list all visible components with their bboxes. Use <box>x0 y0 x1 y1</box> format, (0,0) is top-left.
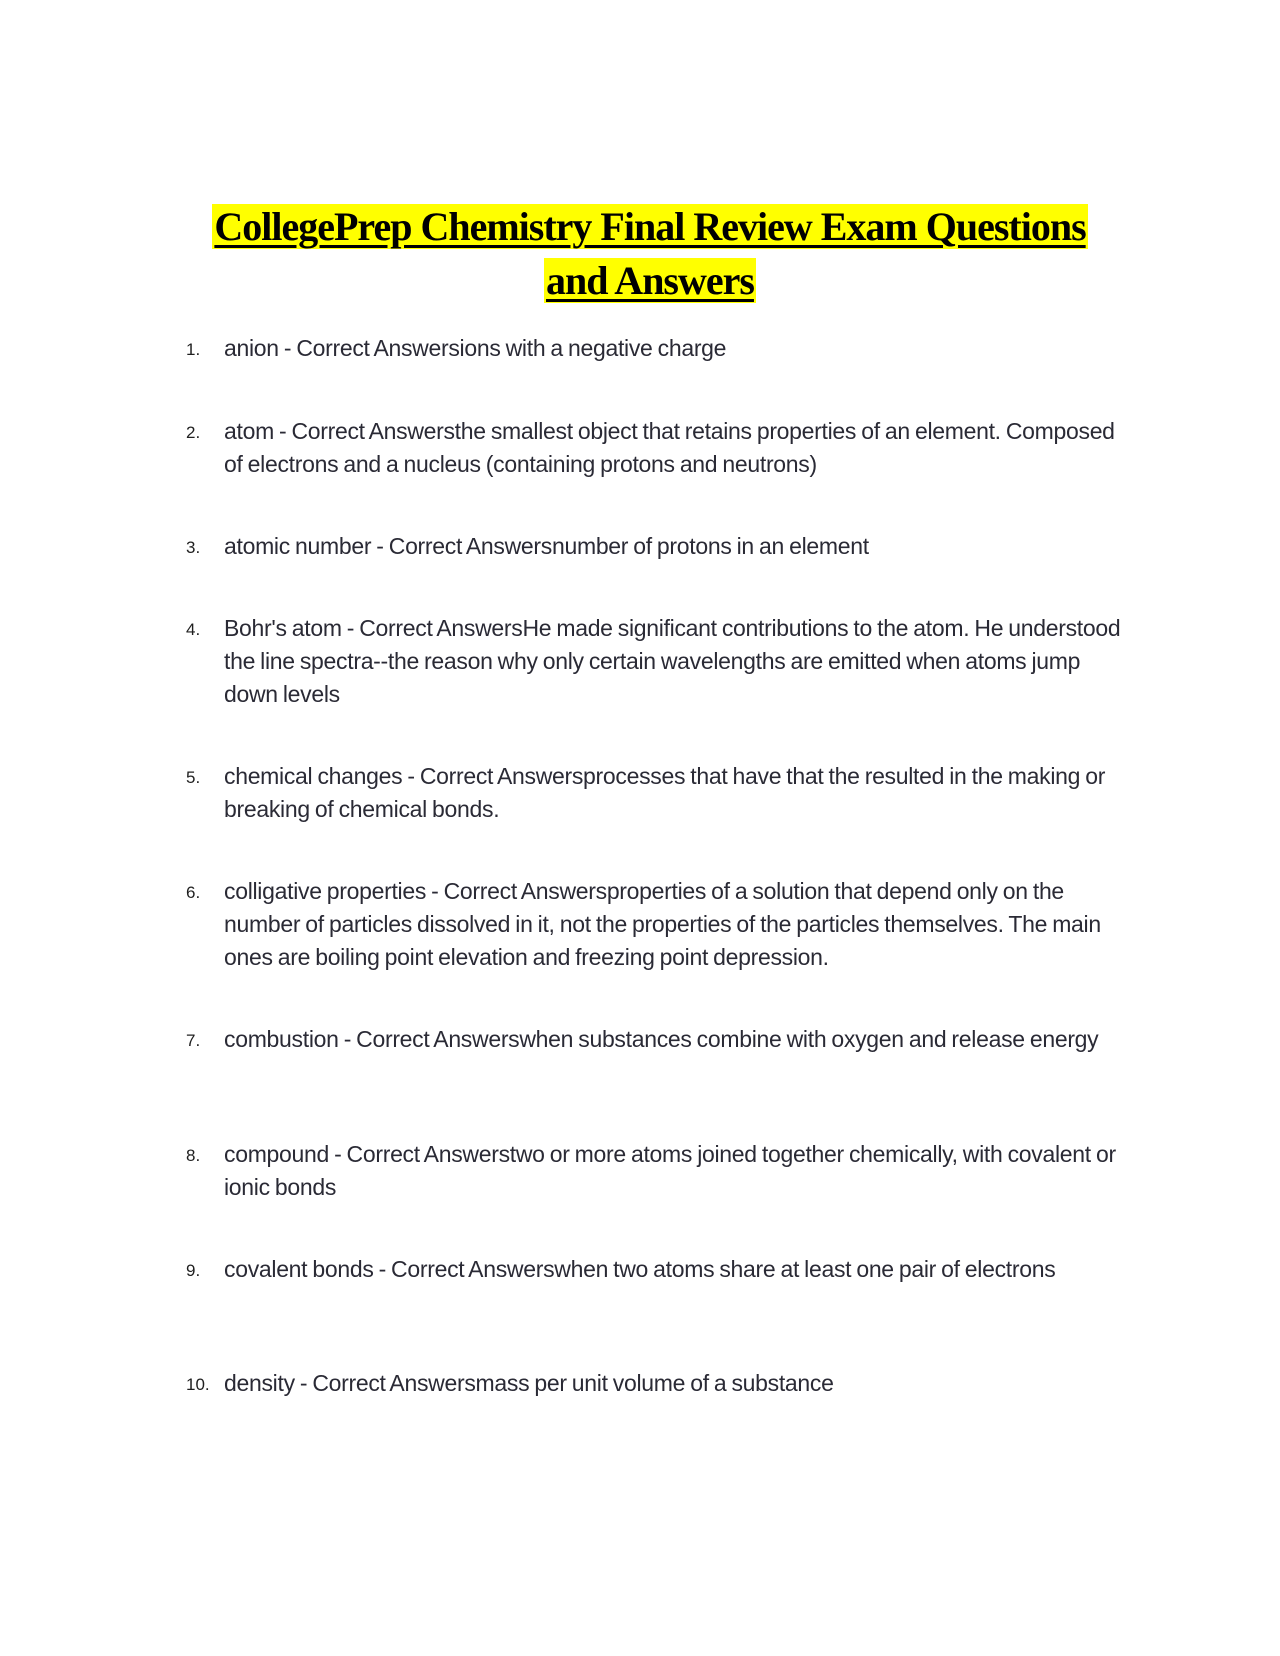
item-number: 2. <box>186 423 201 442</box>
item-number: 7. <box>186 1031 201 1050</box>
title-line-1: CollegePrep Chemistry Final Review Exam Questions <box>214 204 1086 249</box>
item-text: covalent bonds - Correct Answerswhen two atoms share at least one pair of electrons <box>224 1256 1056 1282</box>
item-text: atomic number - Correct Answersnumber of protons in an element <box>224 533 869 559</box>
item-text: combustion - Correct Answerswhen substances combine with oxygen and release energy <box>224 1026 1099 1052</box>
item-text: Bohr's atom - Correct AnswersHe made significant contributions to the atom. He understood the line spectra--the reason why only certain wavelengths are emitted when atoms jump down levels <box>224 615 1121 707</box>
document-title <box>150 200 1150 308</box>
item-text: compound - Correct Answerstwo or more atoms joined together chemically, with covalent or ionic bonds <box>224 1141 1116 1200</box>
item-number: 1. <box>186 340 201 359</box>
title-line-2: and Answers <box>546 258 754 303</box>
item-number: 6. <box>186 883 201 902</box>
item-number: 3. <box>186 538 201 557</box>
item-text: colligative properties - Correct Answersproperties of a solution that depend only on the number of particles dissolved in it, not the properties of the particles themselves. The main ones are boiling point elevation and freezing point depression. <box>224 878 1101 970</box>
item-number: 5. <box>186 768 201 787</box>
item-number: 4. <box>186 620 201 639</box>
item-text: anion - Correct Answersions with a negative charge <box>224 335 727 361</box>
item-text: density - Correct Answersmass per unit volume of a substance <box>224 1370 834 1396</box>
item-text: atom - Correct Answersthe smallest object that retains properties of an element. Composed of electrons and a nucleus (containing protons and neutrons) <box>224 418 1115 477</box>
item-number: 9. <box>186 1261 201 1280</box>
item-number: 8. <box>186 1146 201 1165</box>
item-text: chemical changes - Correct Answersprocesses that have that the resulted in the making or breaking of chemical bonds. <box>224 763 1106 822</box>
item-number: 10. <box>186 1375 210 1394</box>
